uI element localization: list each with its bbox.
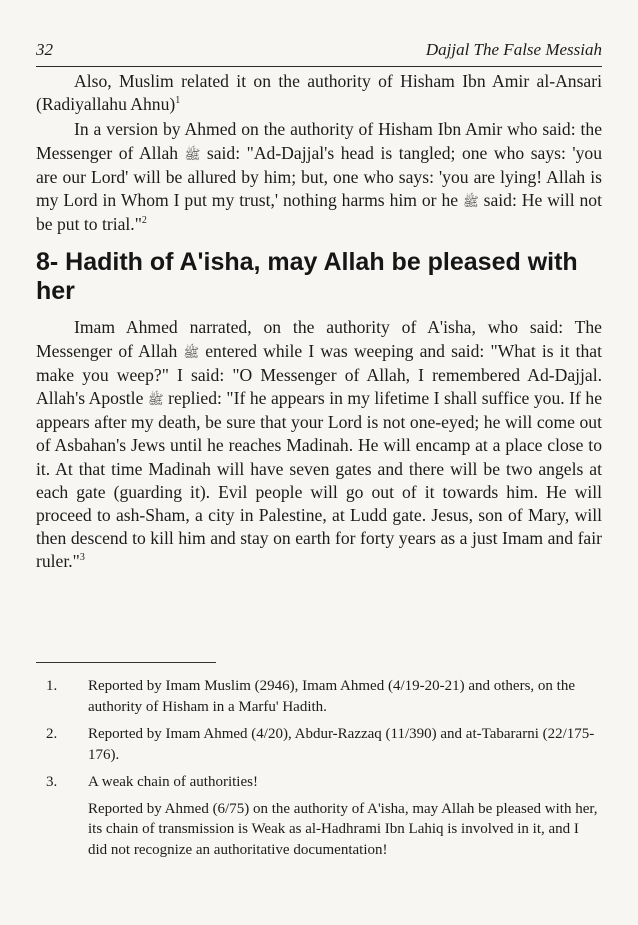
footnote-text: A weak chain of authorities! (88, 774, 258, 790)
footnote-separator (36, 662, 216, 663)
page-number: 32 (36, 40, 53, 59)
footnote-ref-1: 1 (175, 95, 181, 107)
footnote-2 (46, 724, 600, 765)
footnote-text-continued: Reported by Ahmed (6/75) on the authority of A'isha, may Allah be pleased with her, its chain of transmission is Weak as al-Hadhrami Ibn Lahiq is involved in it, and I did not recognize an authoritative documentation! (88, 800, 598, 858)
paragraph-2 (36, 118, 602, 236)
footnote-1 (46, 676, 600, 717)
paragraph-2-text-c: said: He will not be put to trial." (36, 190, 602, 235)
footnote-number: 2. (46, 726, 58, 742)
salla-icon: ﷺ (147, 392, 164, 408)
paragraph-1-text: Also, Muslim related it on the authority of Hisham Ibn Amir al-Ansari (Radiyallahu Ahnu) (36, 71, 602, 115)
footnote-number: 3. (46, 774, 58, 790)
page-header (36, 40, 602, 67)
paragraph-2-text-b: said: "Ad-Dajjal's head is tangled; one who says: 'you are our Lord' will be allured by him; but, one who says: 'you are lying! Allah is my Lord in Whom I put my trust,' nothing harms him or he (36, 142, 602, 211)
paragraph-3 (36, 316, 602, 573)
paragraph-1 (36, 70, 602, 116)
section-heading: 8- Hadith of A'isha, may Allah be pleased with her (36, 248, 578, 306)
salla-icon: ﷺ (183, 344, 200, 360)
paragraph-3-text-c: replied: "If he appears in my lifetime I shall suffice you. If he appears after my death, be sure that your Lord is not one-eyed; he will come out of Asbahan's Jews until he reaches Madinah. He will encamp at a place close to it. At that time Madinah will have seven gates and there will be two angels at each gate (guarding it). Evil people will go out of it towards him. He will proceed to ash-Sham, a city in Palestine, at Ludd gate. Jesus, son of Mary, will then descend to kill him and stay on earth for forty years as a just Imam and fair ruler." (36, 388, 603, 572)
footnote-ref-2: 2 (141, 215, 147, 227)
footnote-ref-3: 3 (79, 552, 85, 564)
paragraph-2-text-a: In a version by Ahmed on the authority of Hisham Ibn Amir who said: the Messenger of Allah (36, 119, 602, 163)
footnote-3 (46, 772, 600, 860)
paragraph-3-text-a: Imam Ahmed narrated, on the authority of A'isha, who said: The Messenger of Allah (36, 317, 602, 361)
footnote-text: Reported by Imam Muslim (2946), Imam Ahmed (4/19-20-21) and others, on the authority of Hisham in a Marfu' Hadith. (88, 678, 575, 715)
footnote-number: 1. (46, 678, 58, 694)
running-title: Dajjal The False Messiah (425, 40, 602, 59)
footnotes (46, 676, 600, 867)
paragraph-3-text-b: entered while I was weeping and said: "What is it that make you weep?" I said: "O Messenger of Allah, I remembered Ad-Dajjal. Allah's Apostle (36, 340, 603, 409)
salla-icon: ﷺ (462, 194, 479, 210)
footnote-text: Reported by Imam Ahmed (4/20), Abdur-Razzaq (11/390) and at-Tabararni (22/175-176). (88, 726, 595, 763)
main-text (36, 70, 602, 574)
salla-icon: ﷺ (184, 146, 201, 162)
